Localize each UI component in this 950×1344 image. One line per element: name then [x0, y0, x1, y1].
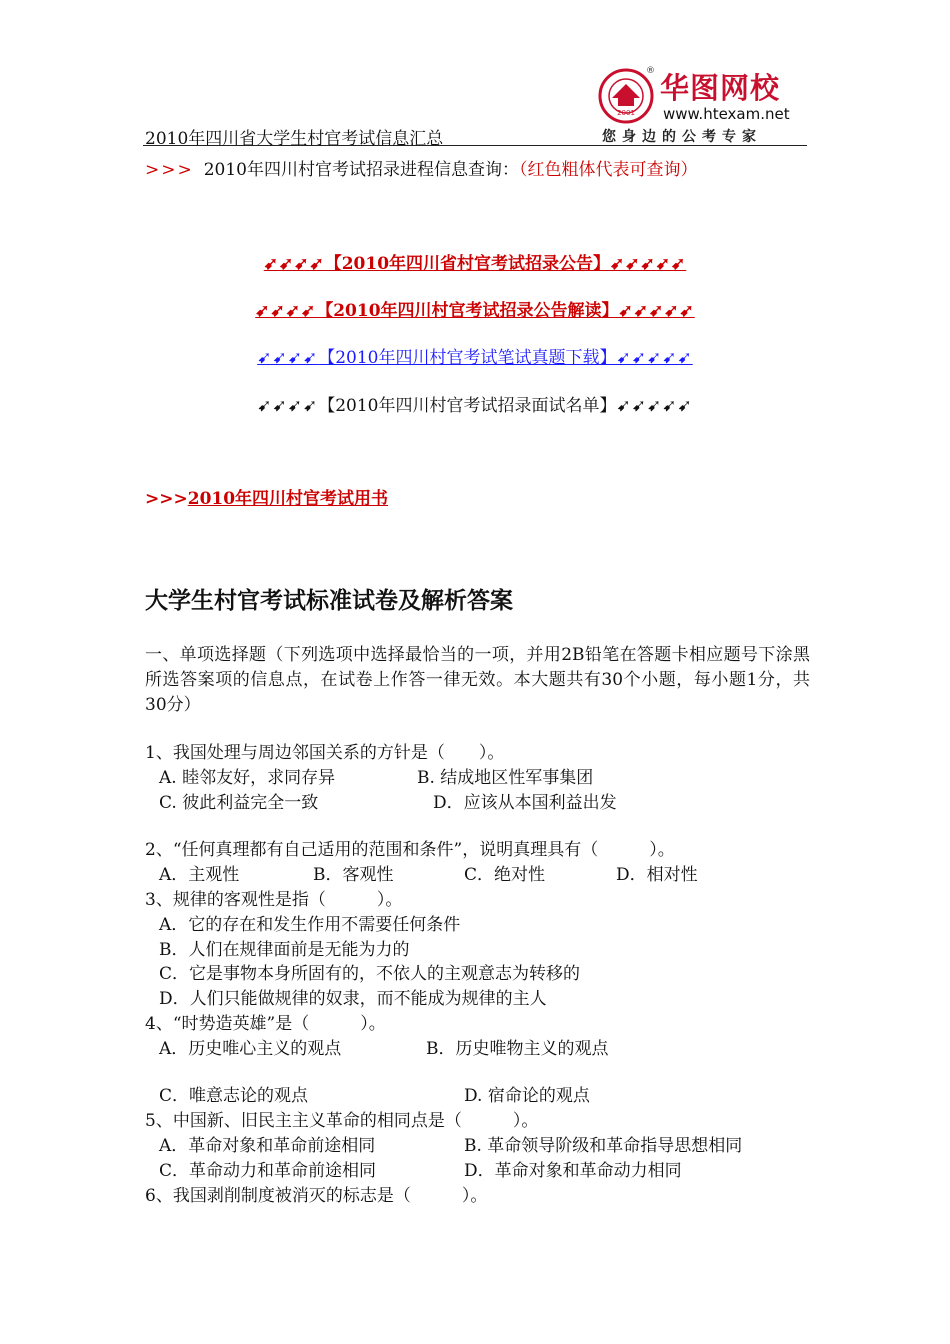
q2-option-c: C．绝对性 [464, 865, 546, 885]
q4-stem: 4、“时势造英雄”是（ ）。 [145, 1014, 386, 1034]
logo-brand: 华图网校 [660, 71, 781, 105]
document-header-title: 2010年四川省大学生村官考试信息汇总 [145, 129, 444, 149]
q5-option-c: C．革命动力和革命前途相同 [159, 1161, 377, 1181]
q1-option-a: A. 睦邻友好，求同存异 [159, 768, 336, 788]
q2-option-a: A．主观性 [159, 865, 240, 885]
logo-slogan: 您身边的公考专家 [602, 129, 762, 145]
link-row-interpretation [0, 296, 950, 321]
interview-list-text: ➹➹➹➹【2010年四川村官考试招录面试名单】➹➹➹➹➹ [257, 396, 693, 416]
q5-option-d: D．革命对象和革命动力相同 [464, 1161, 682, 1181]
link-row-exam-download [0, 343, 950, 368]
intro-line [145, 155, 698, 180]
section-title: 大学生村官考试标准试卷及解析答案 [145, 588, 513, 614]
link-announcement[interactable]: ➹➹➹➹【2010年四川省村官考试招录公告】➹➹➹➹➹ [263, 254, 687, 274]
q3-option-a: A．它的存在和发生作用不需要任何条件 [159, 915, 461, 935]
q5-option-a: A．革命对象和革命前途相同 [159, 1136, 376, 1156]
q2-stem: 2、“任何真理都有自己适用的范围和条件”，说明真理具有（ ）。 [145, 840, 675, 860]
seal-icon [598, 68, 654, 124]
q4-option-d: D. 宿命论的观点 [464, 1086, 590, 1106]
q4-option-a: A．历史唯心主义的观点 [159, 1039, 342, 1059]
book-line [145, 484, 388, 509]
q2-option-d: D．相对性 [616, 865, 698, 885]
intro-text: 2010年四川村官考试招录进程信息查询： [203, 160, 519, 180]
link-exam-download[interactable]: ➹➹➹➹【2010年四川村官考试笔试真题下载】➹➹➹➹➹ [257, 348, 693, 368]
huatu-logo [598, 64, 813, 146]
q1-option-d: D．应该从本国利益出发 [433, 793, 617, 813]
q3-stem: 3、规律的客观性是指（ ）。 [145, 890, 403, 910]
q5-option-b: B. 革命领导阶级和革命指导思想相同 [464, 1136, 743, 1156]
q1-stem: 1、我国处理与周边邻国关系的方针是（ ）。 [145, 743, 505, 763]
logo-url[interactable]: www.htexam.net [663, 105, 790, 123]
q3-option-d: D．人们只能做规律的奴隶，而不能成为规律的主人 [159, 989, 547, 1009]
q1-option-b: B. 结成地区性军事集团 [417, 768, 594, 788]
intro-arrows: >>> [145, 160, 194, 180]
q4-option-b: B．历史唯物主义的观点 [426, 1039, 609, 1059]
q4-option-c: C．唯意志论的观点 [159, 1086, 309, 1106]
q5-stem: 5、中国新、旧民主主义革命的相同点是（ ）。 [145, 1111, 539, 1131]
q1-option-c: C. 彼此利益完全一致 [159, 793, 319, 813]
registered-mark: ® [646, 66, 655, 76]
instructions-paragraph: 一、单项选择题（下列选项中选择最恰当的一项，并用2B铅笔在答题卡相应题号下涂黑所选答案项的信息点，在试卷上作答一律无效。本大题共有30个小题，每小题1分，共30分） [145, 645, 810, 715]
q3-option-b: B．人们在规律面前是无能为力的 [159, 940, 410, 960]
link-exam-books[interactable]: 2010年四川村官考试用书 [187, 489, 389, 509]
q2-option-b: B．客观性 [313, 865, 394, 885]
seal-year: 2001 [617, 109, 635, 117]
link-row-announcement [0, 249, 950, 274]
intro-note: （红色粗体代表可查询） [519, 160, 698, 180]
link-row-interview-list [0, 391, 950, 416]
q6-stem: 6、我国剥削制度被消灭的标志是（ ）。 [145, 1186, 488, 1206]
link-interpretation[interactable]: ➹➹➹➹【2010年四川村官考试招录公告解读】➹➹➹➹➹ [255, 301, 695, 321]
header-divider [143, 145, 807, 146]
q3-option-c: C．它是事物本身所固有的，不依人的主观意志为转移的 [159, 964, 581, 984]
book-arrows: >>> [145, 489, 188, 509]
